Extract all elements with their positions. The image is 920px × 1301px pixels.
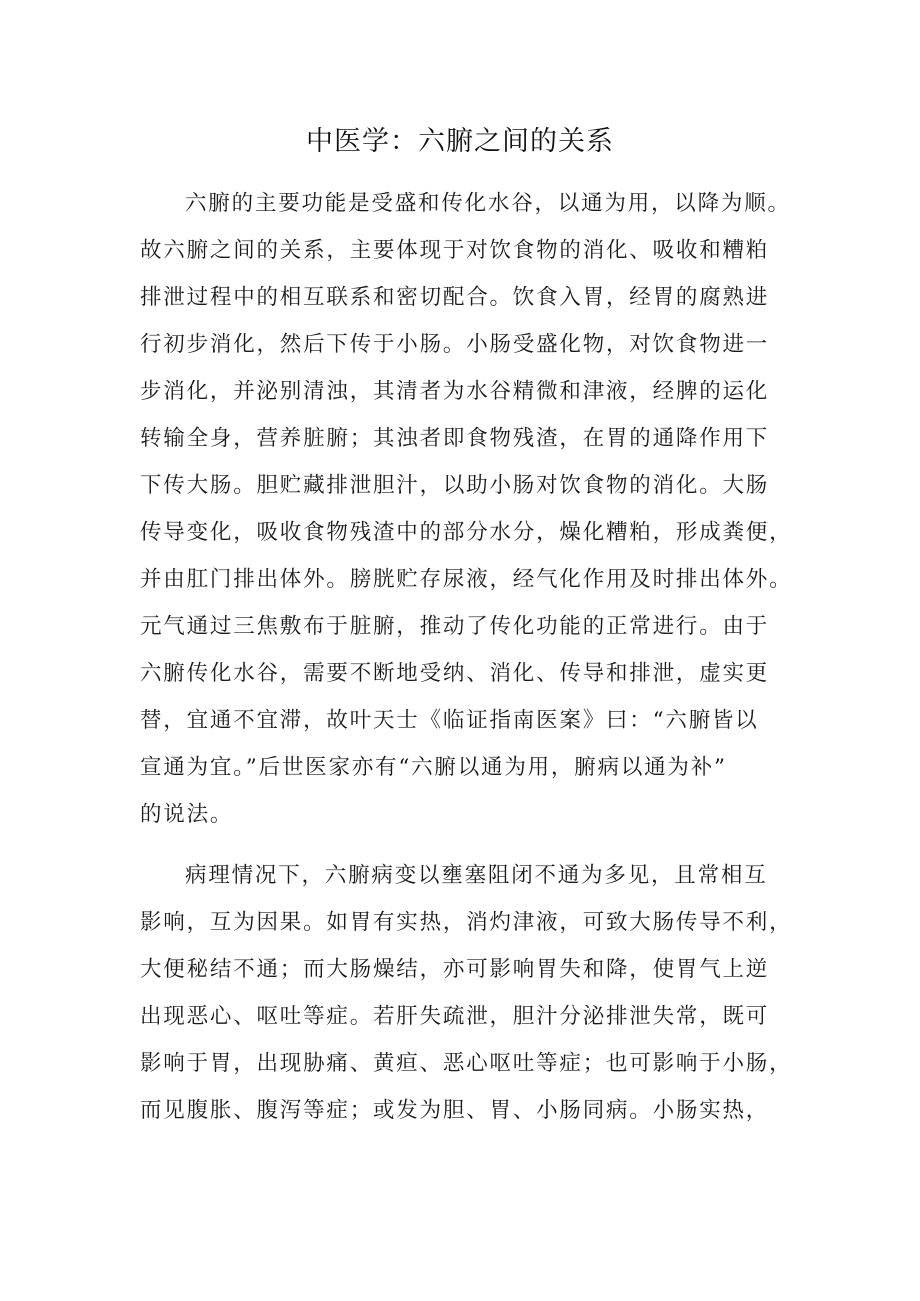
text-line: 出现恶心、呕吐等症。若肝失疏泄，胆汁分泌排泄失常，既可 bbox=[140, 1004, 770, 1029]
text-line: 替，宜通不宜滞，故叶天士《临证指南医案》曰：“六腑皆以 bbox=[140, 708, 759, 733]
text-line: 影响于胃，出现胁痛、黄疸、恶心呕吐等症；也可影响于小肠， bbox=[140, 1051, 793, 1076]
text-line: 传导变化，吸收食物残渣中的部分水分，燥化糟粕，形成粪便， bbox=[140, 520, 793, 545]
text-line: 宣通为宜。”后世医家亦有“六腑以通为用，腑病以通为补” bbox=[140, 755, 727, 780]
text-line: 排泄过程中的相互联系和密切配合。饮食入胃，经胃的腐熟进 bbox=[140, 285, 770, 310]
paragraph-2 bbox=[140, 852, 792, 1134]
text-line: 故六腑之间的关系，主要体现于对饮食物的消化、吸收和糟粕 bbox=[140, 238, 770, 263]
text-line: 步消化，并泌别清浊，其清者为水谷精微和津液，经脾的运化 bbox=[140, 379, 770, 404]
text-line: 六腑的主要功能是受盛和传化水谷，以通为用，以降为顺。 bbox=[185, 191, 791, 216]
text-line: 而见腹胀、腹泻等症；或发为胆、胃、小肠同病。小肠实热， bbox=[140, 1098, 770, 1123]
paragraph-1 bbox=[140, 180, 792, 838]
text-line: 的说法。 bbox=[140, 802, 234, 827]
text-line: 转输全身，营养脏腑；其浊者即食物残渣，在胃的通降作用下 bbox=[140, 426, 770, 451]
text-line: 行初步消化，然后下传于小肠。小肠受盛化物，对饮食物进一 bbox=[140, 332, 770, 357]
text-line: 六腑传化水谷，需要不断地受纳、消化、传导和排泄，虚实更 bbox=[140, 661, 770, 686]
text-line: 影响，互为因果。如胃有实热，消灼津液，可致大肠传导不利， bbox=[140, 910, 793, 935]
text-line: 下传大肠。胆贮藏排泄胆汁，以助小肠对饮食物的消化。大肠 bbox=[140, 473, 770, 498]
text-line: 并由肛门排出体外。膀胱贮存尿液，经气化作用及时排出体外。 bbox=[140, 567, 793, 592]
document-title: 中医学：六腑之间的关系 bbox=[306, 126, 614, 157]
text-line: 元气通过三焦敷布于脏腑，推动了传化功能的正常进行。由于 bbox=[140, 614, 770, 639]
text-line: 大便秘结不通；而大肠燥结，亦可影响胃失和降，使胃气上逆 bbox=[140, 957, 770, 982]
text-line: 病理情况下，六腑病变以壅塞阻闭不通为多见，且常相互 bbox=[185, 863, 768, 888]
